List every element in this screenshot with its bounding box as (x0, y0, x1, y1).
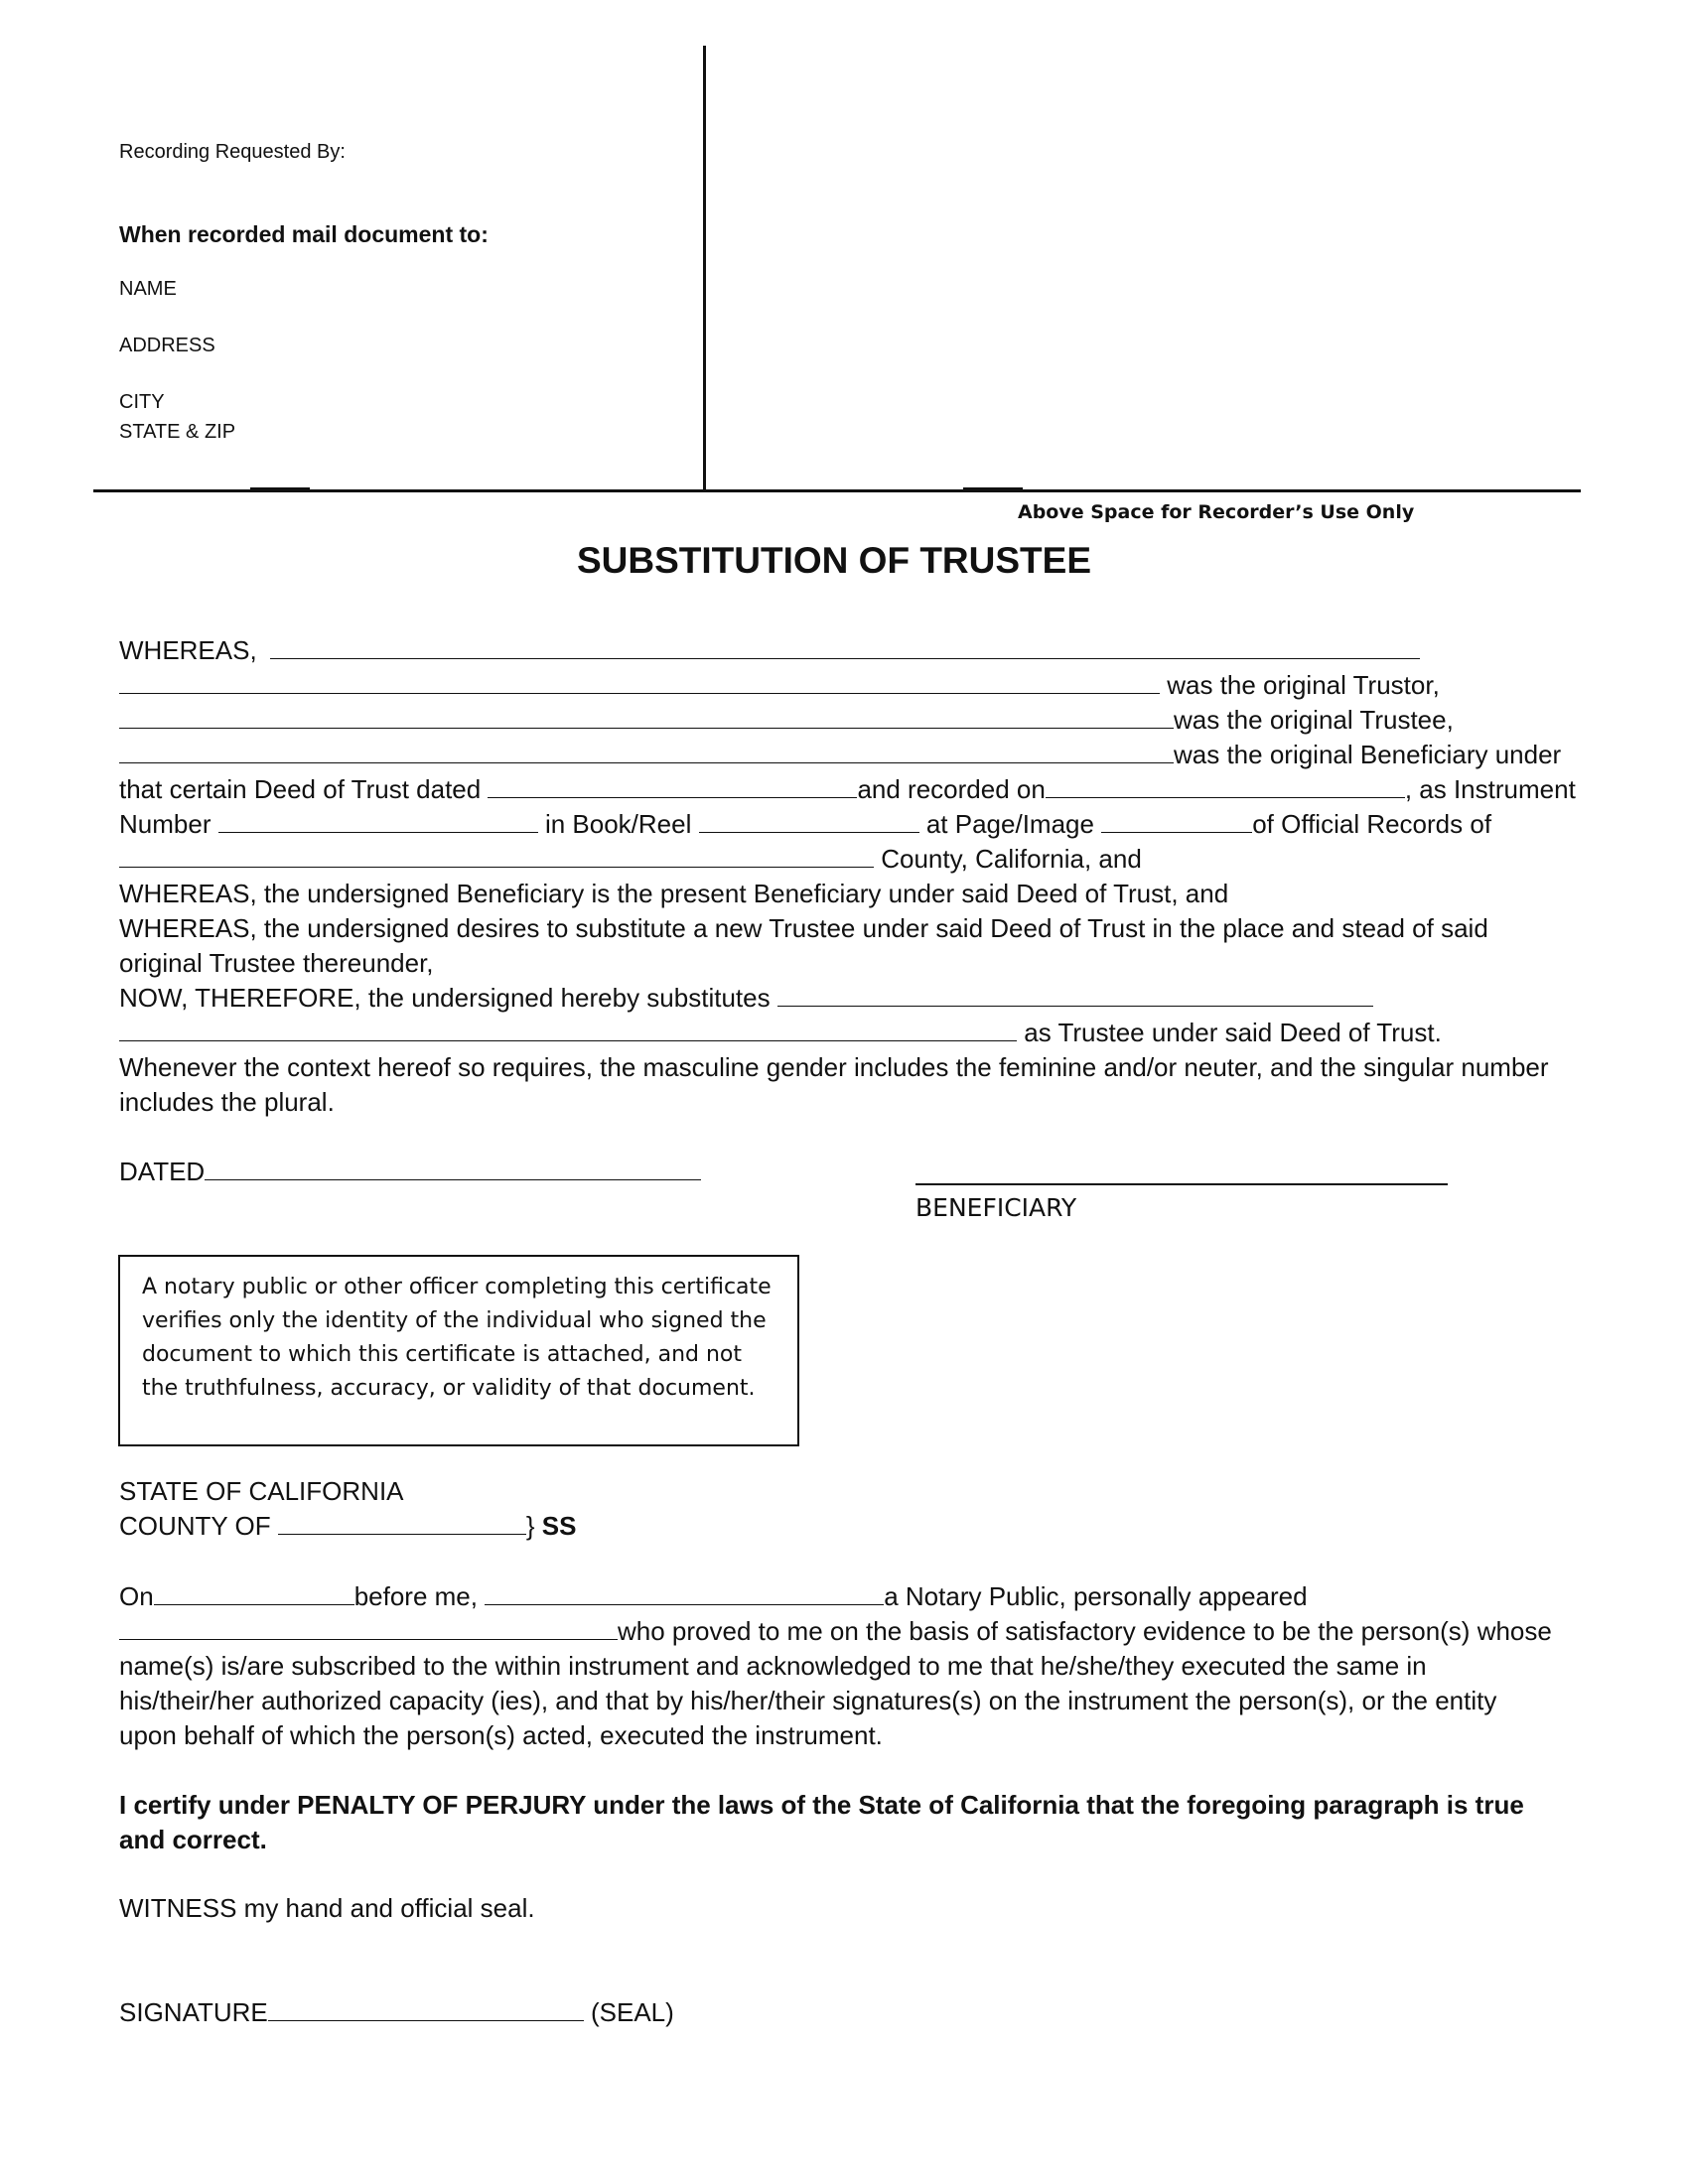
original-trustee-field[interactable] (119, 704, 1174, 729)
header-rule (93, 489, 1581, 492)
number-label: Number (119, 809, 211, 839)
recorded-date-field[interactable] (1046, 773, 1405, 798)
state-label: STATE OF CALIFORNIA (119, 1476, 404, 1506)
name-label: NAME (119, 278, 177, 300)
brace: } (525, 1511, 535, 1541)
state-zip-label: STATE & ZIP (119, 421, 236, 443)
header-rule-accent-right (963, 487, 1023, 489)
original-trustee-label: was the original Trustee, (1174, 705, 1454, 735)
dated-label: DATED (119, 1157, 206, 1186)
proved-line (119, 1614, 1552, 1649)
header-rule-accent-left (250, 487, 310, 489)
ack-date-field[interactable] (154, 1580, 354, 1605)
now-therefore-label: NOW, THEREFORE, the undersigned hereby substitutes (119, 983, 771, 1013)
notary-notice-box: A notary public or other officer completing this certificate verifies only the identity of the individual who signed the document to which this certificate is attached, and not the truthfulness, accuracy, or validity of that document. (118, 1255, 799, 1446)
deed-dated-label: that certain Deed of Trust dated (119, 774, 482, 804)
whereas-label: WHEREAS, (119, 635, 257, 665)
whereas-beneficiary: WHEREAS, the undersigned Beneficiary is the present Beneficiary under said Deed of Trust, and (119, 879, 1229, 908)
mail-to-label: When recorded mail document to: (119, 221, 489, 247)
ss-label: SS (541, 1511, 577, 1541)
page-image-field[interactable] (1101, 808, 1252, 833)
appeared-name-field[interactable] (119, 1615, 618, 1640)
trustor-name-field[interactable] (270, 634, 1420, 659)
trustee-line (119, 703, 1454, 738)
now-therefore-line (119, 981, 1373, 1016)
at-page-label: at Page/Image (925, 809, 1094, 839)
official-records-label: of Official Records of (1252, 809, 1492, 839)
county-field[interactable] (119, 843, 874, 868)
new-trustee-field[interactable] (777, 982, 1373, 1007)
original-beneficiary-label: was the original Beneficiary under (1174, 740, 1562, 769)
county-of-label: COUNTY OF (119, 1511, 271, 1541)
dated-line (119, 1155, 701, 1189)
county-of-field[interactable] (278, 1510, 526, 1535)
recording-requested-label: Recording Requested By: (119, 141, 346, 163)
deed-line (119, 772, 1576, 807)
on-label: On (119, 1581, 154, 1611)
notary-appeared-label: a Notary Public, personally appeared (884, 1581, 1308, 1611)
recorder-use-label: Above Space for Recorder’s Use Only (1018, 501, 1415, 523)
notary-name-field[interactable] (485, 1580, 884, 1605)
recorded-on-label: and recorded on (857, 774, 1046, 804)
instrument-number-field[interactable] (218, 808, 538, 833)
county-california-label: County, California, and (881, 844, 1142, 874)
trustor-name-field-2[interactable] (119, 669, 1160, 694)
deed-date-field[interactable] (488, 773, 857, 798)
proved-label: who proved to me on the basis of satisfactory evidence to be the person(s) whose (618, 1616, 1552, 1646)
on-line (119, 1579, 1308, 1614)
seal-label: (SEAL) (591, 1997, 674, 2027)
witness-label: WITNESS my hand and official seal. (119, 1893, 535, 1923)
whereas-substitute: WHEREAS, the undersigned desires to substitute a new Trustee under said Deed of Trust in the place and stead of said original Trustee thereunder, (119, 913, 1488, 978)
whereas-line-1 (119, 633, 1420, 668)
in-book-label: in Book/Reel (544, 809, 692, 839)
number-line (119, 807, 1491, 842)
beneficiary-line (119, 738, 1561, 772)
beneficiary-label: BENEFICIARY (915, 1193, 1077, 1222)
signature-field[interactable] (268, 1996, 584, 2021)
as-trustee-line (119, 1016, 1442, 1050)
context-clause: Whenever the context hereof so requires, the masculine gender includes the feminine and/or neuter, and the singular number includes the plural. (119, 1052, 1549, 1117)
page-title: SUBSTITUTION OF TRUSTEE (577, 540, 1091, 581)
perjury-certification: I certify under PENALTY OF PERJURY under the laws of the State of California that the foregoing paragraph is true and correct. (119, 1790, 1524, 1854)
signature-label: SIGNATURE (119, 1997, 268, 2027)
new-trustee-field-2[interactable] (119, 1017, 1017, 1041)
as-trustee-label: as Trustee under said Deed of Trust. (1024, 1018, 1442, 1047)
city-label: CITY (119, 391, 165, 413)
signature-line (119, 1995, 674, 2030)
book-reel-field[interactable] (699, 808, 919, 833)
before-me-label: before me, (353, 1581, 478, 1611)
dated-field[interactable] (205, 1156, 701, 1180)
original-trustor-label: was the original Trustor, (1167, 670, 1440, 700)
county-of-line (119, 1509, 576, 1544)
header-divider (703, 46, 706, 490)
as-instrument-label: , as Instrument (1404, 774, 1576, 804)
acknowledgment-paragraph: name(s) is/are subscribed to the within instrument and acknowledged to me that he/she/they executed the same in his/their/her authorized capacity (ies), and that by his/her/their signatures(s) on the instrument the person(s), or the entity upon behalf of which the person(s) acted, executed the instrument. (119, 1651, 1497, 1750)
original-beneficiary-field[interactable] (119, 739, 1174, 763)
beneficiary-signature-line[interactable] (915, 1183, 1448, 1185)
trustor-line (119, 668, 1440, 703)
address-label: ADDRESS (119, 335, 215, 356)
county-line (119, 842, 1142, 877)
